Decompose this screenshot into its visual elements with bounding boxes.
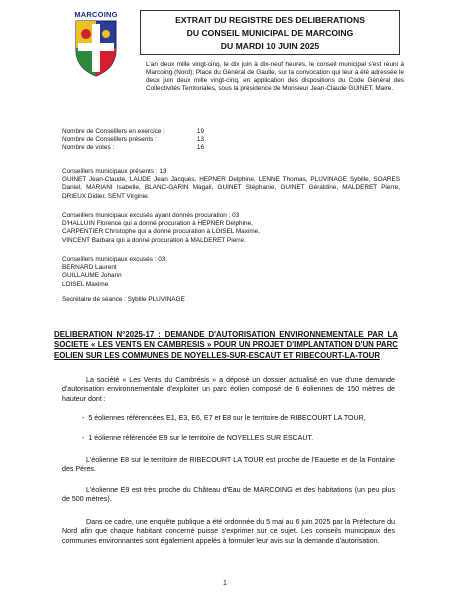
council-counts	[62, 128, 204, 153]
excused-with-proxy	[62, 212, 260, 245]
proxy-line: D'HALLUIN Florence qui a donné procuration à HEPNER Delphine,	[62, 220, 253, 228]
deliberation-title: DELIBERATION N°2025-17 : DEMANDE D'AUTORISATION ENVIRONNEMENTALE PAR LA SOCIETE « LES VENTS EN CAMBRESIS » POUR UN PROJET D'IMPLANTATION D'UN PARC EOLIEN SUR LES COMMUNES DE NOYELLES-SUR-ESCAUT ET RIBECOURT-LA-TOUR	[54, 330, 398, 360]
paragraph: Dans ce cadre, une enquête publique a été ordonnée du 5 mai au 6 juin 2025 par la Préfecture du Nord afin que chaque habitant concerné puisse s'exprimer sur ce sujet. Les conseils municipaux des communes environnantes sont également appelés à formuler leur avis sur la demande d'autorisation.	[62, 518, 395, 545]
excused-members	[62, 256, 165, 289]
page-number: 1	[223, 580, 227, 587]
proxy-line: VINCENT Barbara qui a donné procuration à MALDERET Pierre.	[62, 236, 246, 244]
count-row	[62, 144, 204, 152]
excused-name: GUILLAUME Johann	[62, 272, 122, 280]
header-title-line-1: EXTRAIT DU REGISTRE DES DELIBERATIONS	[175, 15, 365, 25]
count-label: Nombre de Conseillers présents :	[62, 136, 157, 144]
bullet-text: 5 éoliennes référencées E1, E3, E6, E7 et E8 sur le territoire de RIBECOURT LA TOUR,	[88, 414, 366, 422]
count-value: 19	[196, 128, 204, 135]
excused-name: LOISEL Maxime	[62, 280, 109, 288]
paragraph: L'éolienne E9 est très proche du Château d'Eau de MARCOING et des habitations (un peu plus de 500 mètres).	[62, 486, 395, 504]
document-header	[140, 10, 400, 55]
present-members	[62, 168, 400, 201]
bullet-item: - 5 éoliennes référencées E1, E3, E6, E7 et E8 sur le territoire de RIBECOURT LA TOUR,	[82, 414, 366, 422]
crest-town-name: MARCOING	[74, 10, 118, 19]
count-row	[62, 136, 204, 144]
excused-name: BERNARD Laurent	[62, 264, 117, 272]
present-title: Conseillers municipaux présents : 13	[62, 168, 167, 175]
excused-title: Conseillers municipaux excusés : 03	[62, 256, 166, 263]
bullet-item: - 1 éolienne référencée E9 sur le territoire de NOYELLES SUR ESCAUT.	[82, 434, 314, 442]
coat-of-arms-icon	[62, 10, 130, 78]
paragraph: L'éolienne E8 sur le territoire de RIBECOURT LA TOUR est proche de l'Eauette et de la Fontaine des Pères.	[62, 456, 395, 474]
count-row	[62, 128, 204, 136]
count-label: Nombre de votes :	[62, 144, 115, 152]
proxy-line: CARPENTIER Christophe qui a donné procuration à LOISEL Maxime,	[62, 228, 260, 236]
present-names: GUINET Jean-Claude, LAUDE Jean Jacques, HEPNER Delphine, LENNE Thomas, PLUVINAGE Sybille, SOARES Daniel, MARIANI Isabelle, BLANC-GARIN Magali, GUINET Stéphanie, GUINET Géraldine, MALDERET Pierre, DRIEUX Didier, SENT Virginie.	[62, 176, 400, 200]
header-title-line-3: DU MARDI 10 JUIN 2025	[220, 41, 320, 51]
session-secretary: Secrétaire de séance : Sybille PLUVINAGE	[62, 296, 185, 303]
count-value: 16	[196, 144, 204, 152]
count-label: Nombre de Conseillers en exercice :	[62, 128, 166, 135]
town-crest	[62, 10, 130, 78]
paragraph: La société « Les Vents du Cambrésis » a déposé un dossier actualisé en vue d'une demande d'autorisation environnementale d'exploiter un parc éolien composé de 6 éoliennes de 150 mètres de hauteur dont :	[62, 376, 395, 403]
bullet-text: 1 éolienne référencée E9 sur le territoire de NOYELLES SUR ESCAUT.	[88, 434, 314, 442]
excused-proxy-title: Conseillers municipaux excusés ayant donnés procuration : 03	[62, 212, 240, 219]
count-value: 13	[196, 136, 204, 144]
meeting-intro: L'an deux mille vingt-cinq, le dix juin à dix-neuf heures, le conseil municipal s'est réuni à Marcoing (Nord), Place du Général de Gaulle, sur la convocation qui leur a été adressée le deux juin deux mille vingt-cinq, en application des dispositions du Code Général des Collectivités Territoriales, sous la présidence de Monsieur Jean-Claude GUINET, Maire.	[146, 61, 404, 93]
header-title-line-2: DU CONSEIL MUNICIPAL DE MARCOING	[186, 28, 354, 38]
